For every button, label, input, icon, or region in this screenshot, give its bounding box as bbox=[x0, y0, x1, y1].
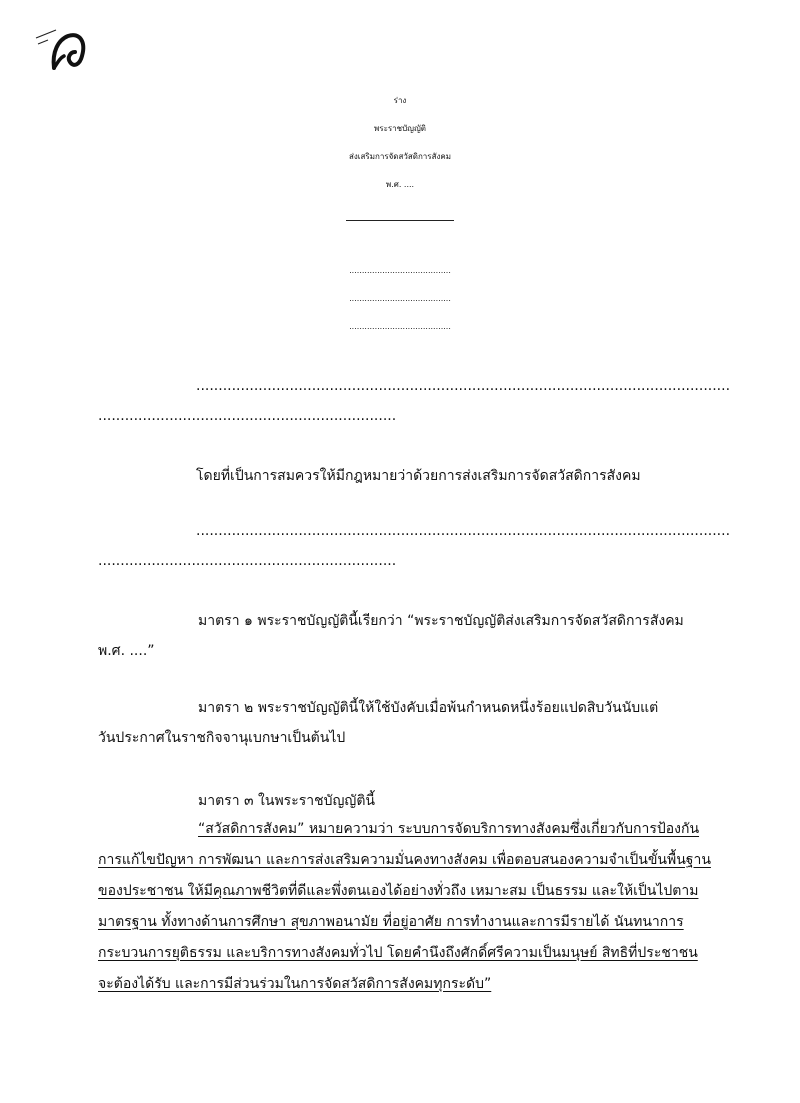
formula-dots-1: ........................................................................................................................ bbox=[196, 523, 731, 539]
definition-line-3: ของประชาชน ให้มีคุณภาพชีวิตที่ดีและพึ่งตนเองได้อย่างทั่วถึง เหมาะสม เป็นธรรม และให้เป็นไปตาม bbox=[98, 883, 699, 899]
draft-label: ร่าง bbox=[393, 96, 407, 105]
handwritten-mark-icon bbox=[34, 18, 94, 73]
section1-line2: พ.ศ. ....” bbox=[98, 643, 155, 659]
formula-dots-2: ................................................................... bbox=[98, 553, 397, 569]
enactment-dots-2: ........................................ bbox=[349, 294, 451, 303]
preamble-dots-2: ................................................................... bbox=[98, 408, 397, 424]
definition-line-2: การแก้ไขปัญหา การพัฒนา และการส่งเสริมความมั่นคงทางสังคม เพื่อตอบสนองความจำเป็นขั้นพื้นฐาน bbox=[98, 852, 711, 868]
enactment-dots-1: ........................................ bbox=[349, 266, 451, 275]
section2-line2: วันประกาศในราชกิจจานุเบกษาเป็นต้นไป bbox=[98, 730, 346, 746]
section2-line1: มาตรา ๒ พระราชบัญญัตินี้ให้ใช้บังคับเมื่อพ้นกำหนดหนึ่งร้อยแปดสิบวันนับแต่ bbox=[198, 700, 659, 716]
preamble-dots-1: ........................................................................................................................ bbox=[196, 378, 731, 394]
act-name: ส่งเสริมการจัดสวัสดิการสังคม bbox=[349, 152, 451, 161]
header-divider bbox=[346, 220, 454, 221]
reason-text: โดยที่เป็นการสมควรให้มีกฎหมายว่าด้วยการส่งเสริมการจัดสวัสดิการสังคม bbox=[196, 468, 641, 484]
section3-heading: มาตรา ๓ ในพระราชบัญญัตินี้ bbox=[198, 793, 375, 809]
section1-line1: มาตรา ๑ พระราชบัญญัตินี้เรียกว่า “พระราชบัญญัติส่งเสริมการจัดสวัสดิการสังคม bbox=[198, 613, 684, 629]
enactment-dots-3: ........................................ bbox=[349, 322, 451, 331]
definition-line-6: จะต้องได้รับ และการมีส่วนร่วมในการจัดสวัสดิการสังคมทุกระดับ” bbox=[98, 976, 492, 992]
year-line: พ.ศ. .... bbox=[385, 180, 415, 189]
definition-line-5: กระบวนการยุติธรรม และบริการทางสังคมทั่วไป โดยคำนึงถึงศักดิ์ศรีความเป็นมนุษย์ สิทธิที่ประชาชน bbox=[98, 945, 698, 961]
definition-line-1: “สวัสดิการสังคม” หมายความว่า ระบบการจัดบริการทางสังคมซึ่งเกี่ยวกับการป้องกัน bbox=[198, 821, 700, 837]
definition-line-4: มาตรฐาน ทั้งทางด้านการศึกษา สุขภาพอนามัย ที่อยู่อาศัย การทำงานและการมีรายได้ นันทนาการ bbox=[98, 914, 684, 930]
act-type: พระราชบัญญัติ bbox=[374, 124, 426, 133]
